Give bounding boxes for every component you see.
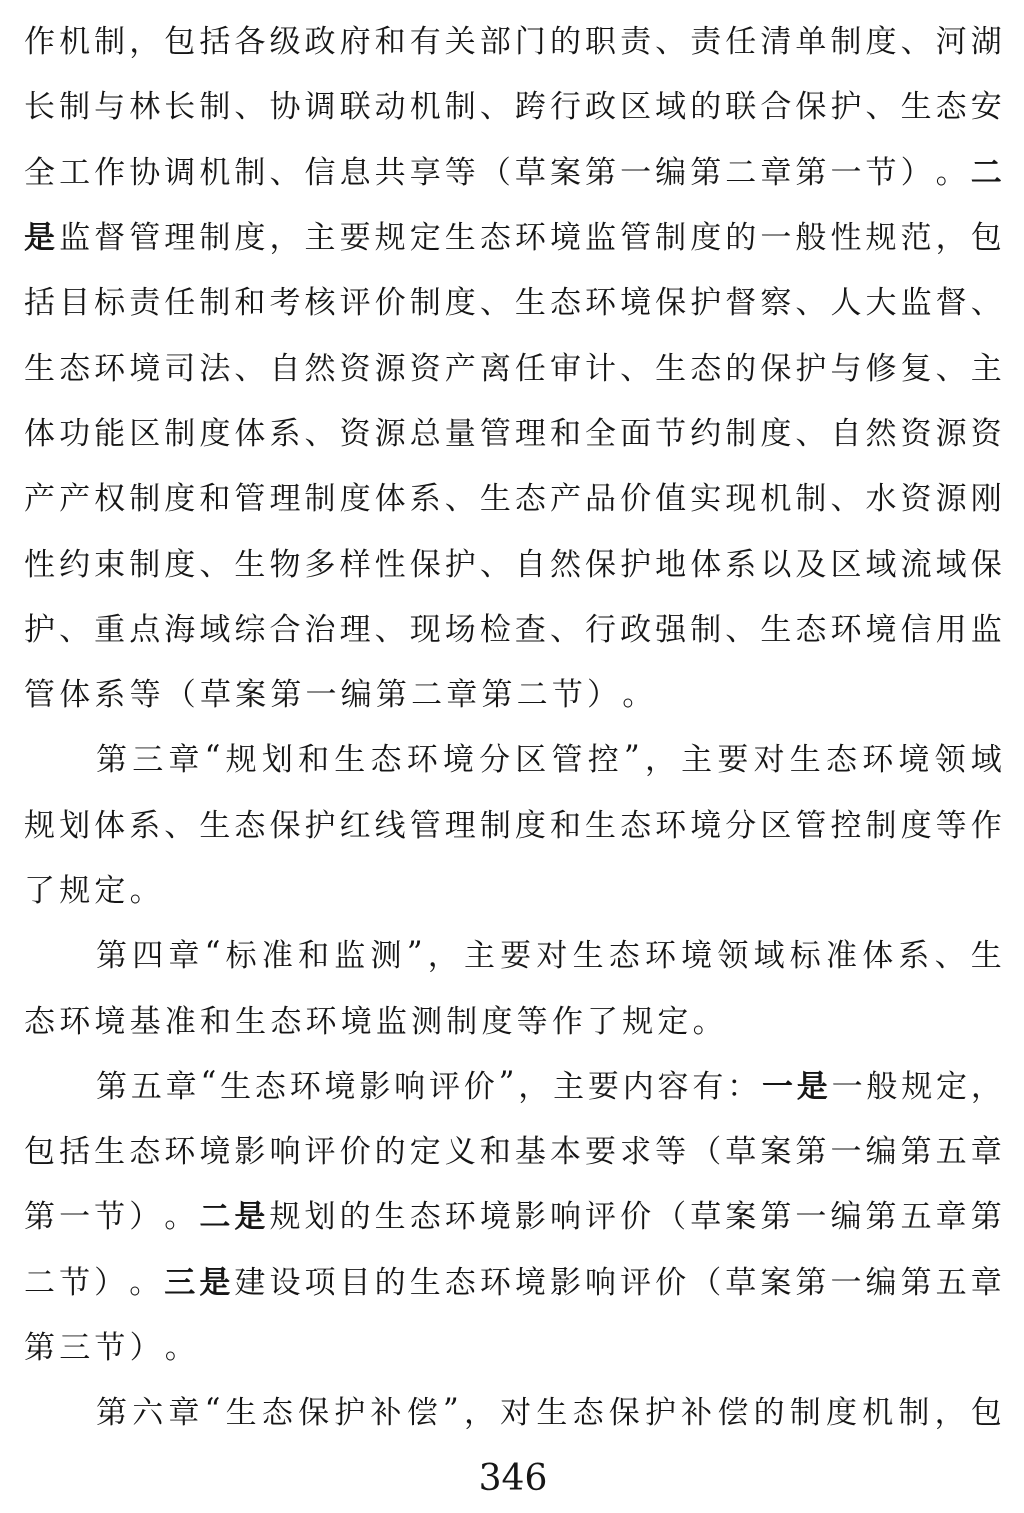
text-line: 第 六 章 “ 生 态 保 护 补 偿 ” ， 对 生 态 保 护 补 偿 的 制 度 机 制 ， 包 <box>96 1391 1002 1432</box>
text-line: 第 三 节 ） 。 <box>24 1330 196 1367</box>
text-line: 生 态 环 境 司 法 、 自 然 资 源 资 产 离 任 审 计 、 生 态 的 保 护 与 修 复 、 主 <box>24 350 1002 387</box>
text-line: 第 四 章 “ 标 准 和 监 测 ” ， 主 要 对 生 态 环 境 领 域 标 准 体 系 、 生 <box>96 934 1002 975</box>
text-line: 护 、 重 点 海 域 综 合 治 理 、 现 场 检 查 、 行 政 强 制 、 生 态 环 境 信 用 监 <box>24 611 1002 648</box>
text-line: 规 划 体 系 、 生 态 保 护 红 线 管 理 制 度 和 生 态 环 境 分 区 管 控 制 度 等 作 <box>24 807 1002 844</box>
document-body <box>24 6 1002 1443</box>
text-line: 作 机 制 ， 包 括 各 级 政 府 和 有 关 部 门 的 职 责 、 责 任 清 单 制 度 、 河 湖 <box>24 24 1002 61</box>
text-line: 第 三 章 “ 规 划 和 生 态 环 境 分 区 管 控 ” ， 主 要 对 生 态 环 境 领 域 <box>96 738 1002 779</box>
text-line: 括 目 标 责 任 制 和 考 核 评 价 制 度 、 生 态 环 境 保 护 督 察 、 人 大 监 督 、 <box>24 285 1002 322</box>
text-line: 第 五 章 “ 生 态 环 境 影 响 评 价 ” ， 主 要 内 容 有 ： 一 是 一 般 规 定 ， <box>96 1065 1002 1105</box>
text-line: 管 体 系 等 （ 草 案 第 一 编 第 二 章 第 二 节 ） 。 <box>24 677 654 714</box>
text-line: 态 环 境 基 准 和 生 态 环 境 监 测 制 度 等 作 了 规 定 。 <box>24 1003 724 1040</box>
page-number: 346 <box>478 1458 548 1500</box>
text-line: 体 功 能 区 制 度 体 系 、 资 源 总 量 管 理 和 全 面 节 约 制 度 、 自 然 资 源 资 <box>24 415 1002 452</box>
text-line: 包 括 生 态 环 境 影 响 评 价 的 定 义 和 基 本 要 求 等 （ 草 案 第 一 编 第 五 章 <box>24 1134 1002 1171</box>
text-line: 了 规 定 。 <box>24 873 161 909</box>
text-line: 第 一 节 ） 。 二 是 规 划 的 生 态 环 境 影 响 评 价 （ 草 案 第 一 编 第 五 章 第 <box>24 1199 1002 1236</box>
text-line: 产 产 权 制 度 和 管 理 制 度 体 系 、 生 态 产 品 价 值 实 现 机 制 、 水 资 源 刚 <box>24 481 1002 518</box>
page-footer <box>24 1453 1002 1505</box>
text-line: 性 约 束 制 度 、 生 物 多 样 性 保 护 、 自 然 保 护 地 体 系 以 及 区 域 流 域 保 <box>24 546 1002 583</box>
text-line: 长 制 与 林 长 制 、 协 调 联 动 机 制 、 跨 行 政 区 域 的 联 合 保 护 、 生 态 安 <box>24 89 1002 126</box>
text-line: 全 工 作 协 调 机 制 、 信 息 共 享 等 （ 草 案 第 一 编 第 二 章 第 一 节 ） 。 二 <box>24 154 1002 191</box>
text-line: 二 节 ） 。 三 是 建 设 项 目 的 生 态 环 境 影 响 评 价 （ 草 案 第 一 编 第 五 章 <box>24 1264 1002 1301</box>
text-line: 是 监 督 管 理 制 度 ， 主 要 规 定 生 态 环 境 监 管 制 度 的 一 般 性 规 范 ， 包 <box>24 220 1002 257</box>
